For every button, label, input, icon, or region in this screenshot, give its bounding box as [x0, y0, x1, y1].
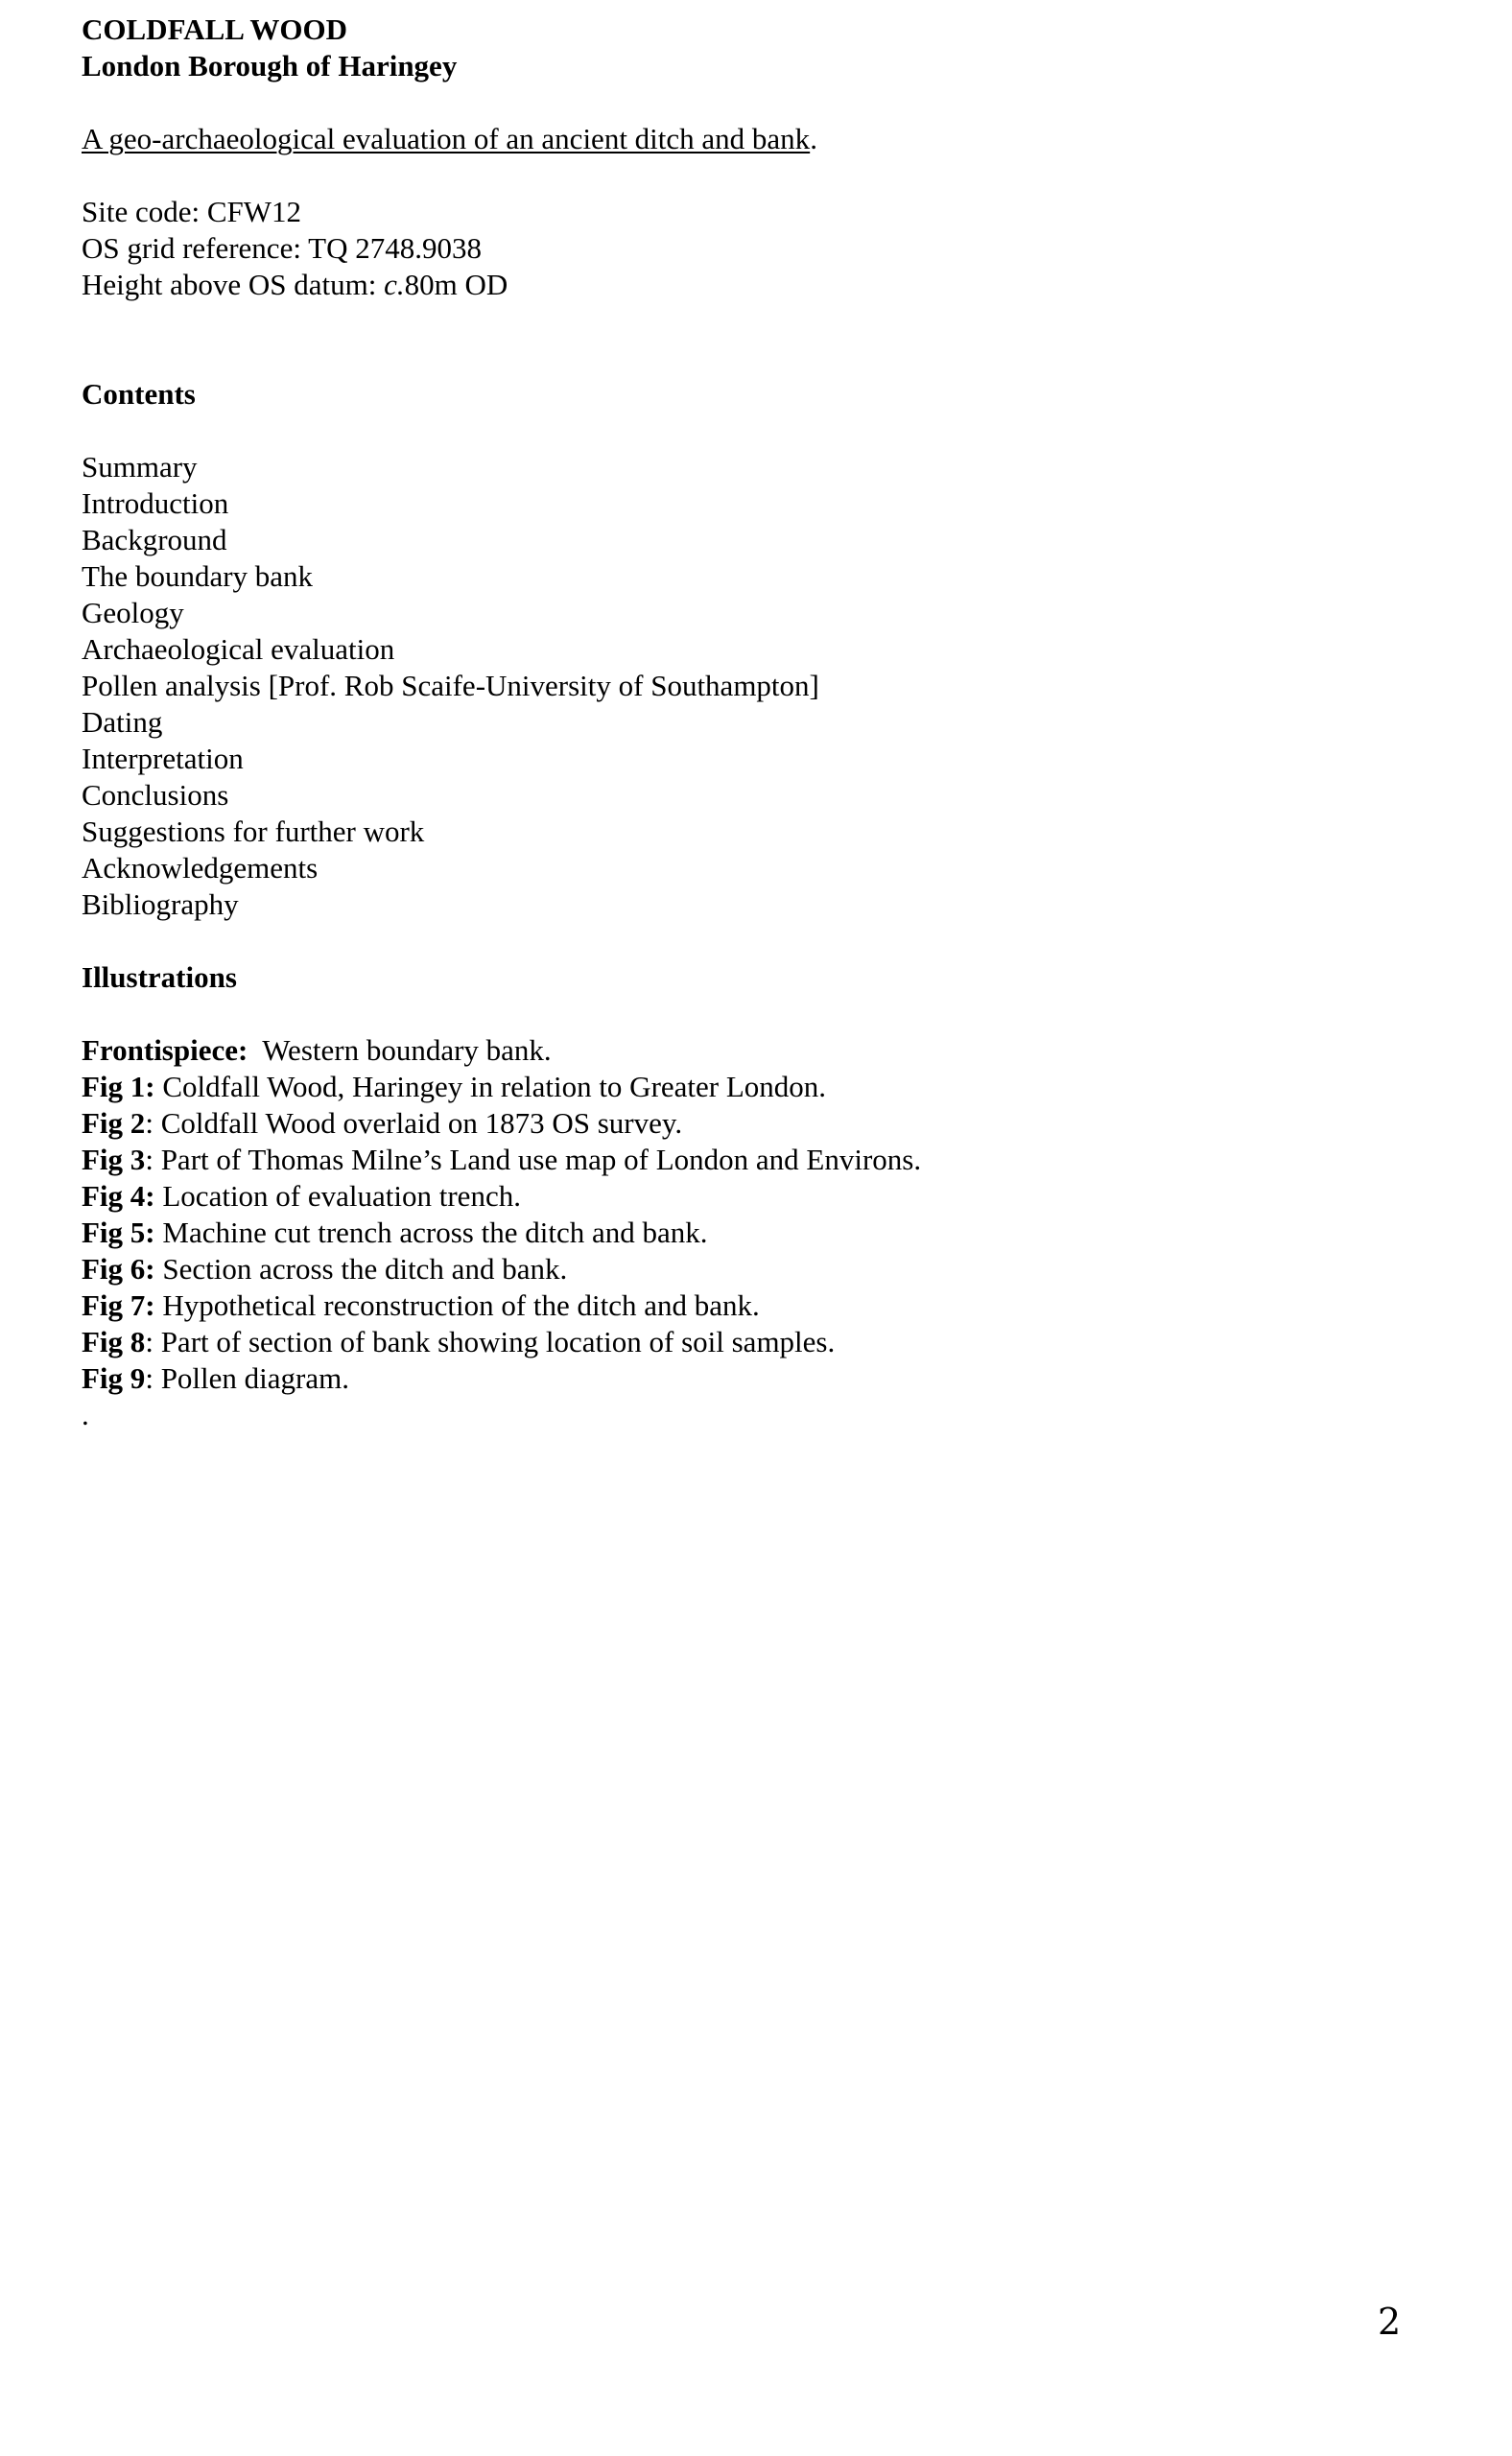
- figure-label: Fig 3: [82, 1143, 146, 1176]
- figure-caption: Pollen diagram.: [153, 1361, 349, 1395]
- contents-item: Background: [82, 523, 227, 556]
- figure-label: Fig 6:: [82, 1252, 155, 1286]
- spacer: [82, 413, 1425, 449]
- height-above-datum: [82, 267, 1425, 303]
- document-subtitle: London Borough of Haringey: [82, 49, 458, 83]
- contents-list: [82, 449, 1425, 923]
- description-text: A geo-archaeological evaluation of an ancient ditch and bank: [82, 122, 811, 155]
- contents-item: Suggestions for further work: [82, 815, 425, 848]
- figure-caption: Section across the ditch and bank.: [154, 1252, 568, 1286]
- contents-item: Bibliography: [82, 887, 239, 921]
- spacer: [82, 84, 1425, 121]
- grid-reference: OS grid reference: TQ 2748.9038: [82, 231, 482, 265]
- contents-item: Summary: [82, 450, 198, 484]
- page-number: 2: [1378, 2301, 1402, 2343]
- spacer: [82, 157, 1425, 194]
- figure-entry: [82, 1251, 1425, 1287]
- figure-separator: :: [145, 1106, 154, 1140]
- contents-item: Geology: [82, 596, 184, 629]
- contents-item: Introduction: [82, 486, 229, 520]
- frontispiece-entry: [82, 1032, 1425, 1069]
- figure-caption: Coldfall Wood overlaid on 1873 OS survey.: [153, 1106, 683, 1140]
- figure-caption: Machine cut trench across the ditch and bank.: [154, 1216, 708, 1249]
- spacer: [82, 303, 1425, 340]
- figure-entry: [82, 1069, 1425, 1105]
- figure-label: Fig 8: [82, 1325, 146, 1358]
- figure-label: Fig 7:: [82, 1288, 155, 1322]
- height-label: Height above OS datum:: [82, 268, 385, 301]
- figure-entry: [82, 1324, 1425, 1360]
- spacer: [82, 923, 1425, 959]
- figure-entry: [82, 1105, 1425, 1142]
- figure-separator: :: [145, 1361, 154, 1395]
- figure-label: Fig 9: [82, 1361, 146, 1395]
- frontispiece-caption: Western boundary bank.: [248, 1033, 552, 1067]
- figure-entry: [82, 1360, 1425, 1397]
- contents-heading: Contents: [82, 377, 196, 411]
- frontispiece-label: Frontispiece:: [82, 1033, 248, 1067]
- figure-caption: Coldfall Wood, Haringey in relation to Greater London.: [154, 1070, 827, 1103]
- illustrations-list: [82, 1032, 1425, 1433]
- contents-item: Archaeological evaluation: [82, 632, 395, 666]
- document-title: COLDFALL WOOD: [82, 12, 348, 46]
- figure-separator: :: [145, 1325, 154, 1358]
- figure-caption: Part of Thomas Milne’s Land use map of London and Environs.: [153, 1143, 922, 1176]
- trailing-period: .: [82, 1398, 89, 1431]
- document-description: [82, 121, 1425, 157]
- figure-entry: [82, 1287, 1425, 1324]
- figure-label: Fig 4:: [82, 1179, 155, 1213]
- contents-item: Conclusions: [82, 778, 229, 812]
- figure-label: Fig 2: [82, 1106, 146, 1140]
- figure-caption: Part of section of bank showing location of soil samples.: [153, 1325, 836, 1358]
- figure-caption: Hypothetical reconstruction of the ditch and bank.: [154, 1288, 760, 1322]
- description-period: .: [810, 122, 817, 155]
- spacer: [82, 996, 1425, 1032]
- spacer: [82, 340, 1425, 376]
- figure-separator: :: [145, 1143, 154, 1176]
- figure-entry: [82, 1178, 1425, 1215]
- figure-label: Fig 5:: [82, 1216, 155, 1249]
- figure-entry: [82, 1215, 1425, 1251]
- figure-entry: [82, 1142, 1425, 1178]
- illustrations-heading: Illustrations: [82, 960, 237, 994]
- contents-item: The boundary bank: [82, 559, 314, 593]
- contents-item: Interpretation: [82, 742, 244, 775]
- document-page: [82, 12, 1425, 1433]
- height-value: 80m OD: [404, 268, 508, 301]
- contents-item: Pollen analysis [Prof. Rob Scaife-University of Southampton]: [82, 669, 819, 702]
- figure-label: Fig 1:: [82, 1070, 155, 1103]
- site-code: Site code: CFW12: [82, 195, 302, 228]
- height-circa: c.: [384, 268, 405, 301]
- contents-item: Acknowledgements: [82, 851, 319, 885]
- figure-caption: Location of evaluation trench.: [154, 1179, 521, 1213]
- contents-item: Dating: [82, 705, 163, 739]
